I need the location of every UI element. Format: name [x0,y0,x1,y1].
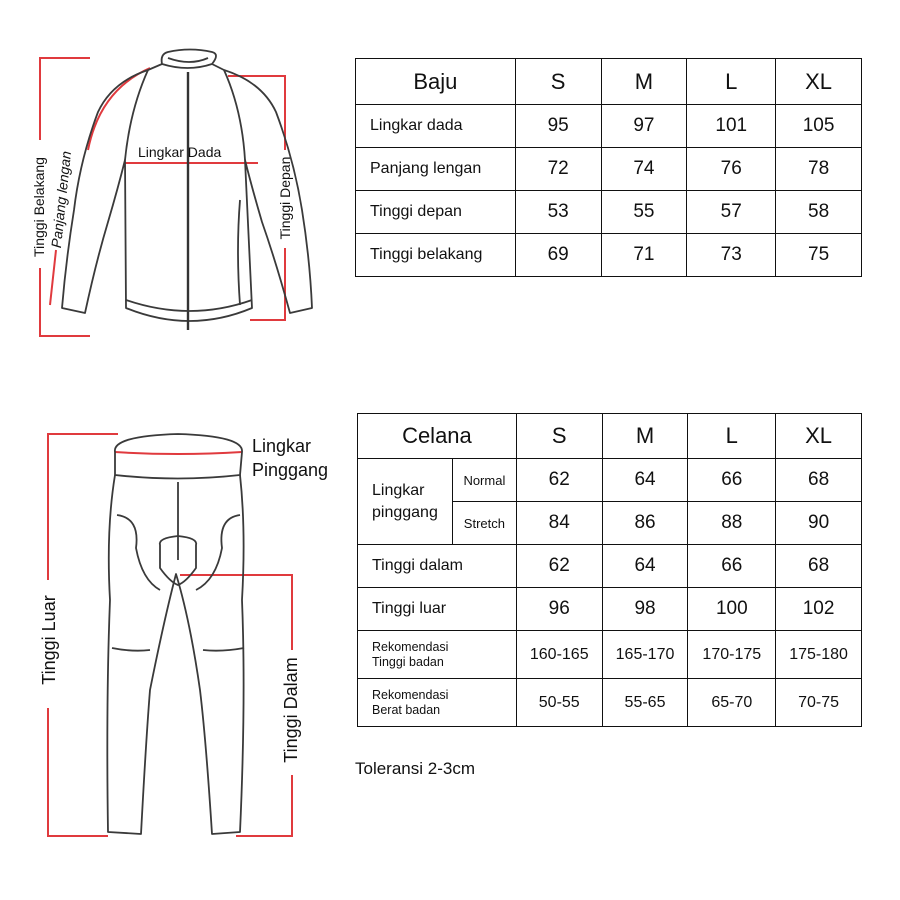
size-header: L [687,59,776,105]
label-back-height: Tinggi Belakang [31,157,47,257]
cell: 76 [687,148,776,191]
label-sleeve-length: Panjang lengan [47,150,75,249]
cell: 55 [601,191,687,234]
label-waist-line1: Lingkar [252,436,312,456]
cell: 95 [515,105,601,148]
pants-waistband [115,434,242,479]
cell: 98 [602,588,688,631]
cell: 73 [687,234,776,277]
waist-row-label [358,459,453,545]
table-header-row [356,59,862,105]
jacket-table-title: Baju [356,59,516,105]
rec-height-line1: Rekomendasi [372,639,449,654]
cell: 62 [516,459,602,502]
table-row [356,148,862,191]
cell: 72 [515,148,601,191]
label-inner-height: Tinggi Dalam [281,657,301,763]
label-outer-height: Tinggi Luar [39,595,59,685]
cell: 66 [688,545,776,588]
cell: 57 [687,191,776,234]
waist-label-line2: pinggang [372,503,438,521]
cell: 55-65 [602,679,688,727]
cell: 86 [602,502,688,545]
size-header: XL [776,414,862,459]
cell: 90 [776,502,862,545]
pants-size-table [357,413,862,727]
cell: 70-75 [776,679,862,727]
table-header-row [358,414,862,459]
cell: 58 [776,191,862,234]
table-row [356,105,862,148]
cell: 50-55 [516,679,602,727]
cell: 165-170 [602,631,688,679]
waist-line [115,452,242,454]
size-header: S [516,414,602,459]
row-label: Tinggi depan [356,191,516,234]
table-row [358,679,862,727]
waist-label-line1: Lingkar [372,481,425,499]
pants-illustration [0,0,340,900]
table-row [358,631,862,679]
label-waist-line2: Pinggang [252,460,329,480]
pants-table-title: Celana [358,414,517,459]
cell: 68 [776,459,862,502]
cell: 71 [601,234,687,277]
cell: 75 [776,234,862,277]
cell: 68 [776,545,862,588]
cell: 53 [515,191,601,234]
size-header: S [515,59,601,105]
label-front-height: Tinggi Depan [277,156,293,240]
cell: 170-175 [688,631,776,679]
sub-label: Normal [452,459,516,502]
cell: 62 [516,545,602,588]
jacket-size-table [355,58,862,277]
table-row [356,191,862,234]
table-row [356,234,862,277]
size-header: XL [776,59,862,105]
cell: 65-70 [688,679,776,727]
cell: 101 [687,105,776,148]
cell: 78 [776,148,862,191]
cell: 96 [516,588,602,631]
cell: 105 [776,105,862,148]
table-row [358,459,862,502]
cell: 97 [601,105,687,148]
row-label: Tinggi belakang [356,234,516,277]
rec-height-line2: Tinggi badan [372,654,444,669]
cell: 74 [601,148,687,191]
cell: 102 [776,588,862,631]
row-label [358,679,517,727]
row-label: Tinggi luar [358,588,517,631]
rec-weight-line2: Berat badan [372,702,441,717]
inner-height-line [180,575,292,836]
cell: 175-180 [776,631,862,679]
cell: 84 [516,502,602,545]
row-label [358,631,517,679]
cell: 160-165 [516,631,602,679]
table-row [358,545,862,588]
cell: 88 [688,502,776,545]
size-header: M [601,59,687,105]
size-header: M [602,414,688,459]
size-header: L [688,414,776,459]
tolerance-note: Toleransi 2-3cm [355,759,475,778]
label-chest: Lingkar Dada [138,144,222,160]
cell: 64 [602,459,688,502]
sub-label: Stretch [452,502,516,545]
cell: 100 [688,588,776,631]
cell: 69 [515,234,601,277]
table-row [358,588,862,631]
cell: 64 [602,545,688,588]
cell: 66 [688,459,776,502]
row-label: Panjang lengan [356,148,516,191]
row-label: Lingkar dada [356,105,516,148]
rec-weight-line1: Rekomendasi [372,687,449,702]
row-label: Tinggi dalam [358,545,517,588]
